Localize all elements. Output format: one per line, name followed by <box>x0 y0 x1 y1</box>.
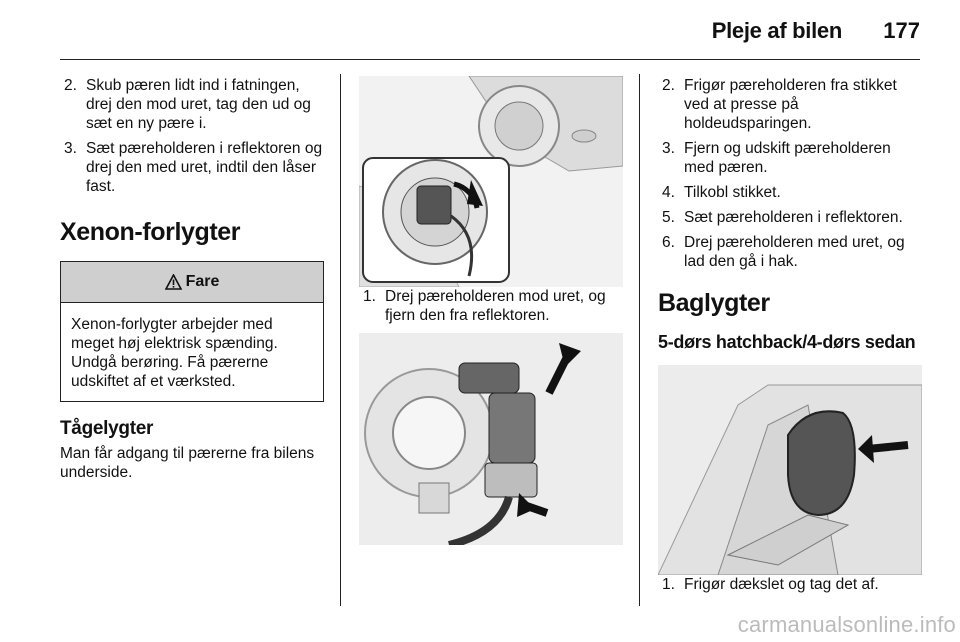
warning-box <box>60 261 324 402</box>
step-list <box>658 575 922 594</box>
header-divider <box>60 59 920 60</box>
column-divider-2 <box>639 74 640 606</box>
list-item: 1. Drej pæreholderen mod uret, og fjern den fra reflektoren. <box>363 288 606 324</box>
illustration-tail-cover <box>658 365 922 575</box>
list-item: 2. Skub pæren lidt ind i fatningen, drej den mod uret, tag den ud og sæt en ny pære i. <box>64 77 311 132</box>
column-divider-1 <box>340 74 341 606</box>
warning-triangle-icon <box>165 274 182 290</box>
illustration-bulb-holder <box>359 333 623 545</box>
section-title-taillights: Baglygter <box>658 289 770 317</box>
section-title-xenon: Xenon-forlygter <box>60 218 241 246</box>
fog-text: Man får adgang til pærerne fra bilens underside. <box>60 445 315 481</box>
page-header <box>0 0 960 60</box>
step-list <box>658 76 922 271</box>
step-list <box>359 287 623 325</box>
subsection-title-hatchback: 5-dørs hatchback/4-dørs sedan <box>658 332 916 352</box>
column-right <box>658 76 922 600</box>
list-item: 4. Tilkobl stikket. <box>662 184 781 201</box>
list-item: 3. Sæt pæreholderen i reflektoren og drej den med uret, indtil den låser fast. <box>64 140 323 195</box>
figure-tail-cover <box>658 365 922 575</box>
figure-bulb-holder <box>359 333 623 545</box>
watermark: carmanualsonline.info <box>737 612 956 637</box>
list-item: 2. Frigør pæreholderen fra stikket ved at presse på holdeudsparingen. <box>662 77 897 132</box>
step-list <box>60 76 326 196</box>
column-middle <box>359 76 623 545</box>
list-item: 5. Sæt pæreholderen i reflektoren. <box>662 209 903 226</box>
warning-label: Fare <box>185 273 220 290</box>
section-title-fog: Tågelygter <box>60 418 154 439</box>
list-item: 6. Drej pæreholderen med uret, og lad den gå i hak. <box>662 234 905 270</box>
column-left <box>60 76 326 482</box>
page-title: Pleje af bilen <box>711 18 842 43</box>
warning-text: Xenon-forlygter arbejder med meget høj elektrisk spænding. Undgå berøring. Få pærerne udskiftet af et værksted. <box>71 316 278 390</box>
figure-headlight-car <box>359 76 623 287</box>
warning-header <box>61 262 323 303</box>
list-item: 1. Frigør dækslet og tag det af. <box>662 576 879 593</box>
list-item: 3. Fjern og udskift pæreholderen med pæren. <box>662 140 891 176</box>
page-number: 177 <box>883 18 920 43</box>
illustration-headlight-car <box>359 76 623 287</box>
